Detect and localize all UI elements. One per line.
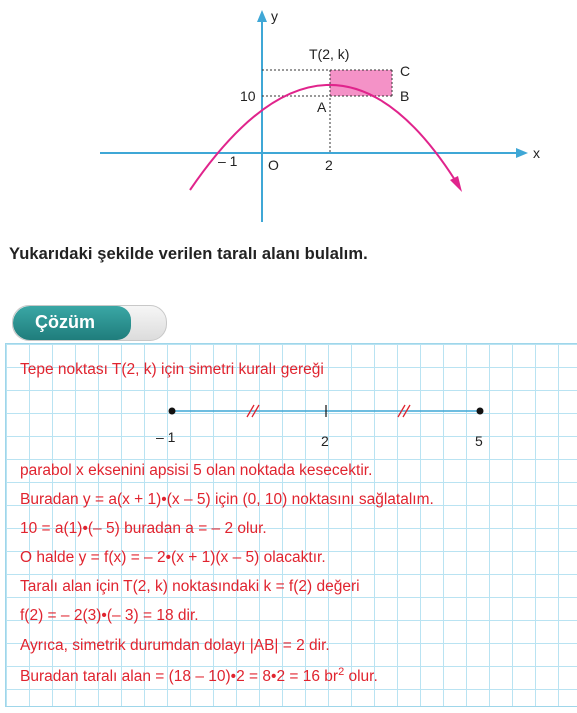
final-answer-suffix: olur.	[344, 668, 378, 686]
final-answer-text: Buradan taralı alan = (18 – 10)•2 = 8•2 = 16 br	[20, 668, 339, 686]
solution-line-7: f(2) = – 2(3)•(– 3) = 18 dir.	[20, 607, 199, 624]
label-a: A	[317, 99, 327, 115]
solution-badge-label: Çözüm	[35, 312, 95, 332]
y-axis-arrow-icon	[257, 10, 267, 22]
x-axis-label: x	[533, 145, 540, 161]
solution-line-2: parabol x eksenini apsisi 5 olan noktada kesecektir.	[20, 462, 373, 479]
unit-exponent: 2	[338, 666, 345, 678]
solution-line-6: Taralı alan için T(2, k) noktasındaki k = f(2) değeri	[20, 578, 360, 595]
origin-label: O	[268, 157, 279, 173]
number-line-right-dot	[477, 408, 484, 415]
number-line-left-label: – 1	[156, 429, 176, 445]
solution-line-1: Tepe noktası T(2, k) için simetri kuralı gereği	[20, 361, 324, 378]
y-axis-label: y	[271, 8, 278, 24]
number-line-left-dot	[169, 408, 176, 415]
question-text: Yukarıdaki şekilde verilen taralı alanı bulalım.	[9, 245, 368, 263]
number-line-mid-label: 2	[321, 433, 329, 449]
y-tick-10: 10	[240, 88, 256, 104]
label-c: C	[400, 63, 411, 79]
label-b: B	[400, 88, 410, 104]
solution-badge	[12, 305, 167, 341]
parabola-arrow-icon	[450, 176, 462, 192]
solution-line-9	[20, 666, 378, 686]
number-line-right-label: 5	[475, 433, 483, 449]
solution-line-3: Buradan y = a(x + 1)•(x – 5) için (0, 10) noktasını sağlatalım.	[20, 491, 434, 508]
x-tick-neg1: – 1	[218, 153, 238, 169]
vertex-label: T(2, k)	[309, 46, 350, 62]
solution-line-5: O halde y = f(x) = – 2•(x + 1)(x – 5) olacaktır.	[20, 549, 326, 566]
x-axis-arrow-icon	[516, 148, 528, 158]
number-line	[150, 398, 495, 458]
solution-line-4: 10 = a(1)•(– 5) buradan a = – 2 olur.	[20, 520, 267, 537]
solution-line-8: Ayrıca, simetrik durumdan dolayı |AB| = 2 dir.	[20, 637, 330, 654]
solution-badge-fill	[13, 306, 131, 340]
shaded-area	[330, 70, 392, 96]
x-tick-2: 2	[325, 157, 333, 173]
parabola-graph	[0, 0, 577, 230]
